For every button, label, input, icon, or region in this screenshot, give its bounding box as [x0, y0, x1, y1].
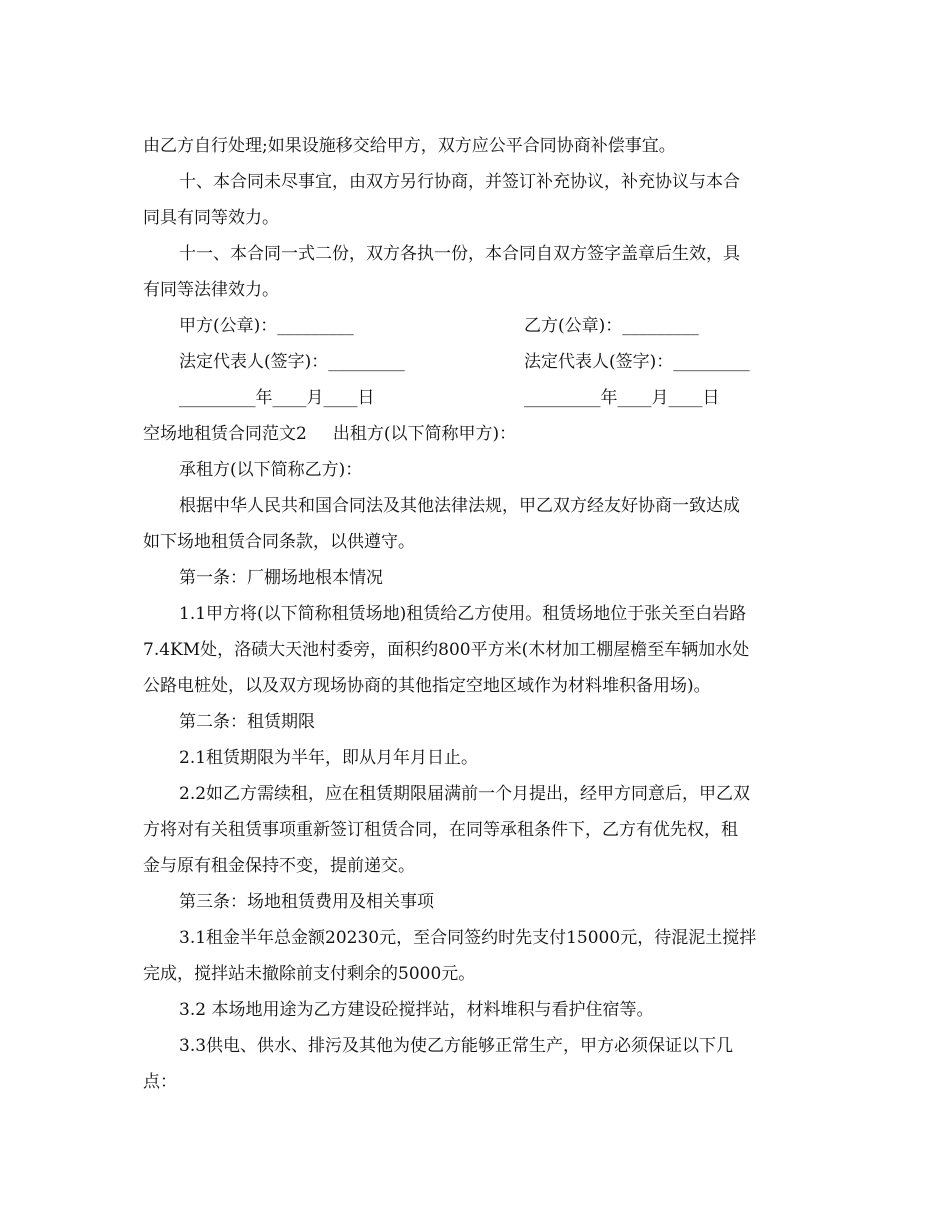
paragraph-line: 点：	[143, 1072, 177, 1092]
paragraph-line: 由乙方自行处理;如果设施移交给甲方，双方应公平合同协商补偿事宜。	[143, 136, 676, 156]
paragraph-line: 完成，搅拌站未撤除前支付剩余的5000元。	[143, 964, 476, 984]
party-b-representative: 法定代表人(签字)：_________	[524, 352, 750, 372]
party-a-seal: 甲方(公章)：_________	[179, 316, 354, 336]
article-2-heading: 第二条：租赁期限	[179, 712, 315, 732]
paragraph-line: 1.1甲方将(以下简称租赁场地)租赁给乙方使用。租赁场地位于张关至白岩路	[179, 604, 747, 624]
party-b-date: _________年____月____日	[524, 388, 720, 408]
paragraph-line: 金与原有租金保持不变，提前递交。	[143, 856, 415, 876]
paragraph-line: 根据中华人民共和国合同法及其他法律法规，甲乙双方经友好协商一致达成	[179, 496, 740, 516]
representative-row	[143, 344, 815, 380]
article-3-heading: 第三条：场地租赁费用及相关事项	[179, 892, 434, 912]
clause-10-line: 十、本合同未尽事宜，由双方另行协商，并签订补充协议，补充协议与本合	[179, 172, 740, 192]
section-title: 空场地租赁合同范文2	[143, 424, 307, 444]
paragraph-line: 2.2如乙方需续租，应在租赁期限届满前一个月提出，经甲方同意后，甲乙双	[179, 784, 751, 804]
party-b-seal: 乙方(公章)：_________	[524, 316, 699, 336]
section-title-line	[143, 416, 815, 452]
paragraph-line: 如下场地租赁合同条款，以供遵守。	[143, 532, 415, 552]
seal-row	[143, 308, 815, 344]
paragraph-line: 3.1租金半年总金额20230元，至合同签约时先支付15000元，待混泥土搅拌	[179, 928, 757, 948]
lessee-label: 承租方(以下简称乙方)：	[179, 460, 363, 480]
paragraph-line: 方将对有关租赁事项重新签订租赁合同，在同等承租条件下，乙方有优先权，租	[143, 820, 738, 840]
party-a-representative: 法定代表人(签字)：_________	[179, 352, 405, 372]
document-body	[143, 128, 815, 1100]
paragraph-line: 有同等法律效力。	[143, 280, 279, 300]
paragraph-line: 公路电桩处，以及双方现场协商的其他指定空地区域作为材料堆积备用场)。	[143, 676, 711, 696]
paragraph-line: 3.3供电、供水、排污及其他为使乙方能够正常生产，甲方必须保证以下几	[179, 1036, 734, 1056]
clause-11-line: 十一、本合同一式二份，双方各执一份，本合同自双方签字盖章后生效，具	[179, 244, 740, 264]
paragraph-line: 3.2 本场地用途为乙方建设砼搅拌站，材料堆积与看护住宿等。	[179, 1000, 654, 1020]
paragraph-line: 7.4KM处，洛碛大天池村委旁，面积约800平方米(木材加工棚屋檐至车辆加水处	[143, 640, 750, 660]
article-1-heading: 第一条：厂棚场地根本情况	[179, 568, 383, 588]
date-row	[143, 380, 815, 416]
paragraph-line: 同具有同等效力。	[143, 208, 279, 228]
party-a-date: _________年____月____日	[179, 388, 375, 408]
paragraph-line: 2.1租赁期限为半年，即从月年月日止。	[179, 748, 479, 768]
lessor-label: 出租方(以下简称甲方)：	[332, 424, 517, 444]
